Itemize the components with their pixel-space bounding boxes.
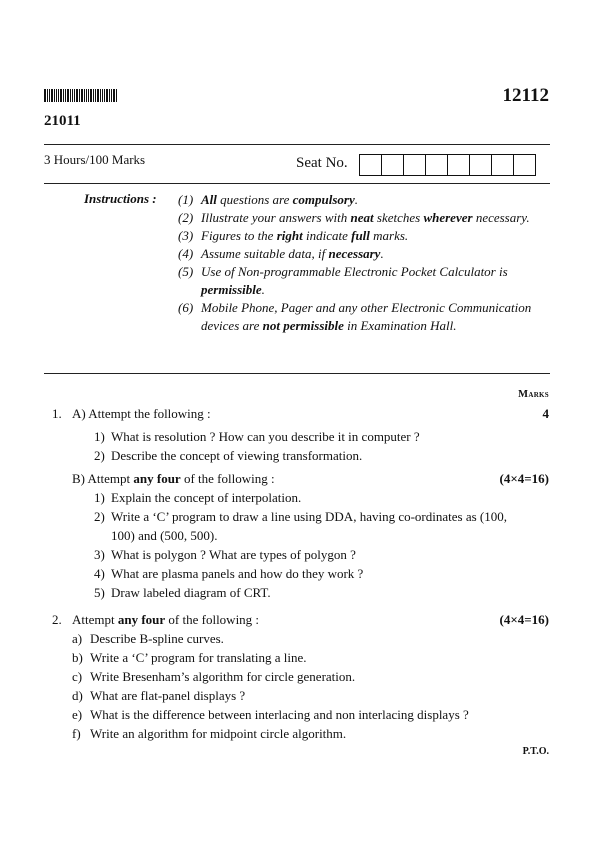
question-item-number: 2) <box>94 509 105 524</box>
seat-number-box[interactable] <box>491 154 514 176</box>
barcode-bar <box>58 89 59 102</box>
instruction-text: Assume suitable data, if <box>201 246 329 261</box>
barcode-bar <box>79 89 80 102</box>
barcode-bar <box>88 89 89 102</box>
instruction-text: right <box>276 228 303 243</box>
instruction-text: sketches <box>373 210 424 225</box>
question-item-text: Draw labeled diagram of CRT. <box>111 585 271 600</box>
instructions-bottom-rule <box>44 373 550 374</box>
seat-number-box[interactable] <box>425 154 448 176</box>
instructions-label: Instructions : <box>84 191 157 206</box>
q1b-label <box>72 469 275 488</box>
q2-marks: (4×4=16) <box>499 612 549 627</box>
instruction-text: . <box>261 282 265 297</box>
barcode-bar <box>100 89 101 102</box>
barcode-bar <box>56 89 57 102</box>
barcode-bar <box>47 89 48 102</box>
question-item-text: What is the difference between interlacing and non interlacing displays ? <box>90 707 469 722</box>
question-item-number: d) <box>72 688 83 703</box>
subject-code: 21011 <box>44 113 81 129</box>
instruction-item <box>178 245 538 263</box>
instruction-text: All <box>201 192 217 207</box>
q1a-label: A) Attempt the following : <box>72 406 211 421</box>
q2-number: 2. <box>52 612 62 627</box>
question-item-text: Write a ‘C’ program for translating a line. <box>90 650 307 665</box>
barcode-bar <box>51 89 53 102</box>
instruction-text: permissible <box>201 282 262 297</box>
marks-header: Marks <box>518 389 549 400</box>
question-item <box>94 488 534 507</box>
q1a-list <box>94 427 524 465</box>
q2-label-post: of the following : <box>165 612 260 627</box>
question-item <box>94 583 534 602</box>
instruction-text: indicate <box>302 228 352 243</box>
instruction-number: (1) <box>178 192 194 207</box>
barcode-bar <box>49 89 50 102</box>
seat-number-box[interactable] <box>447 154 470 176</box>
question-item-text: Write a ‘C’ program to draw a line using DDA, having co-ordinates as (100, 100) and (500, 500). <box>111 509 507 543</box>
instruction-number: (4) <box>178 246 194 261</box>
question-item-number: 1) <box>94 490 105 505</box>
question-item-number: a) <box>72 631 83 646</box>
instruction-text: Figures to the <box>201 228 277 243</box>
top-rule <box>44 144 550 145</box>
q2-list <box>72 629 532 743</box>
instruction-number: (5) <box>178 264 194 279</box>
question-item-text: Write Bresenham’s algorithm for circle generation. <box>90 669 356 684</box>
instruction-text: . <box>354 192 358 207</box>
barcode-bar <box>97 89 99 102</box>
seat-label: Seat No. <box>296 155 348 171</box>
barcode <box>44 89 126 102</box>
instruction-number: (3) <box>178 228 194 243</box>
question-item-text: What are flat-panel displays ? <box>90 688 246 703</box>
seat-number-box[interactable] <box>403 154 426 176</box>
instruction-text: compulsory <box>292 192 355 207</box>
question-item-number: 3) <box>94 547 105 562</box>
q1a-marks: 4 <box>542 406 549 421</box>
instruction-text: in Examination Hall. <box>343 318 457 333</box>
instruction-text: Illustrate your answers with <box>201 210 351 225</box>
barcode-bar <box>70 89 71 102</box>
barcode-bar <box>54 89 55 102</box>
question-item-number: f) <box>72 726 81 741</box>
pto-footer: P.T.O. <box>522 746 549 757</box>
question-item-number: e) <box>72 707 83 722</box>
instruction-item <box>178 209 538 227</box>
barcode-bar <box>104 89 105 102</box>
instruction-number: (2) <box>178 210 194 225</box>
q2-label-bold: any four <box>117 612 166 627</box>
question-item-text: Explain the concept of interpolation. <box>111 490 302 505</box>
instructions-top-rule <box>44 183 550 184</box>
instruction-text: full <box>351 228 370 243</box>
question-item-number: c) <box>72 669 83 684</box>
instruction-item <box>178 191 538 209</box>
barcode-bar <box>113 89 115 102</box>
question-item-number: 5) <box>94 585 105 600</box>
question-item <box>72 629 532 648</box>
instruction-text: marks. <box>369 228 409 243</box>
q2-label <box>72 610 259 629</box>
question-item <box>72 705 532 724</box>
barcode-bar <box>74 89 75 102</box>
barcode-bar <box>65 89 66 102</box>
question-item-text: Describe the concept of viewing transformation. <box>111 448 363 463</box>
instruction-item <box>178 227 538 245</box>
instruction-text: neat <box>350 210 374 225</box>
question-item-number: 2) <box>94 448 105 463</box>
question-item-text: What is resolution ? How can you describe it in computer ? <box>111 429 420 444</box>
barcode-bar <box>93 89 94 102</box>
barcode-bar <box>116 89 117 102</box>
question-item <box>72 648 532 667</box>
question-item-text: Write an algorithm for midpoint circle algorithm. <box>90 726 347 741</box>
question-item <box>72 686 532 705</box>
barcode-bar <box>44 89 46 102</box>
barcode-bar <box>95 89 96 102</box>
question-item <box>72 667 532 686</box>
barcode-bar <box>90 89 92 102</box>
question-item <box>94 564 534 583</box>
question-item-number: 1) <box>94 429 105 444</box>
q1b-label-pre: B) Attempt <box>72 471 134 486</box>
seat-number-box[interactable] <box>381 154 404 176</box>
q2-label-pre: Attempt <box>72 612 118 627</box>
instruction-text: . <box>380 246 384 261</box>
instruction-text: wherever <box>423 210 473 225</box>
barcode-bar <box>81 89 83 102</box>
barcode-bar <box>84 89 85 102</box>
instruction-text: Use of Non-programmable Electronic Pocket Calculator is <box>201 264 508 279</box>
duration-marks: 3 Hours/100 Marks <box>44 152 146 167</box>
barcode-bar <box>72 89 73 102</box>
q1b-label-bold: any four <box>133 471 181 486</box>
question-item <box>94 507 534 545</box>
instruction-text: necessary. <box>472 210 530 225</box>
barcode-bar <box>102 89 103 102</box>
instruction-text: Mobile Phone, Pager and any other Electronic Communication devices are <box>201 300 532 333</box>
question-item-text: What are plasma panels and how do they work ? <box>111 566 364 581</box>
question-item-number: 4) <box>94 566 105 581</box>
question-item-text: What is polygon ? What are types of polygon ? <box>111 547 356 562</box>
question-item <box>94 427 524 446</box>
seat-number-box[interactable] <box>359 154 382 176</box>
instruction-item <box>178 299 538 335</box>
instruction-number: (6) <box>178 300 194 315</box>
paper-code: 12112 <box>502 85 549 106</box>
barcode-bar <box>109 89 110 102</box>
question-item <box>94 446 524 465</box>
q1b-marks: (4×4=16) <box>499 471 549 486</box>
barcode-bar <box>67 89 69 102</box>
barcode-bar <box>76 89 78 102</box>
instruction-text: questions are <box>216 192 293 207</box>
q1b-list <box>94 488 534 602</box>
barcode-bar <box>86 89 87 102</box>
barcode-bar <box>106 89 108 102</box>
barcode-bar <box>111 89 112 102</box>
instruction-text: necessary <box>328 246 381 261</box>
q1-number: 1. <box>52 406 62 421</box>
question-item-number: b) <box>72 650 83 665</box>
seat-number-boxes[interactable] <box>360 154 536 176</box>
instruction-item <box>178 263 538 299</box>
seat-number-box[interactable] <box>469 154 492 176</box>
seat-number-box[interactable] <box>513 154 536 176</box>
barcode-bar <box>60 89 62 102</box>
q1b-label-post: of the following : <box>180 471 275 486</box>
instructions-list <box>178 191 538 335</box>
barcode-bar <box>63 89 64 102</box>
question-item <box>94 545 534 564</box>
question-item <box>72 724 532 743</box>
question-item-text: Describe B-spline curves. <box>90 631 224 646</box>
instruction-text: not permissible <box>262 318 344 333</box>
